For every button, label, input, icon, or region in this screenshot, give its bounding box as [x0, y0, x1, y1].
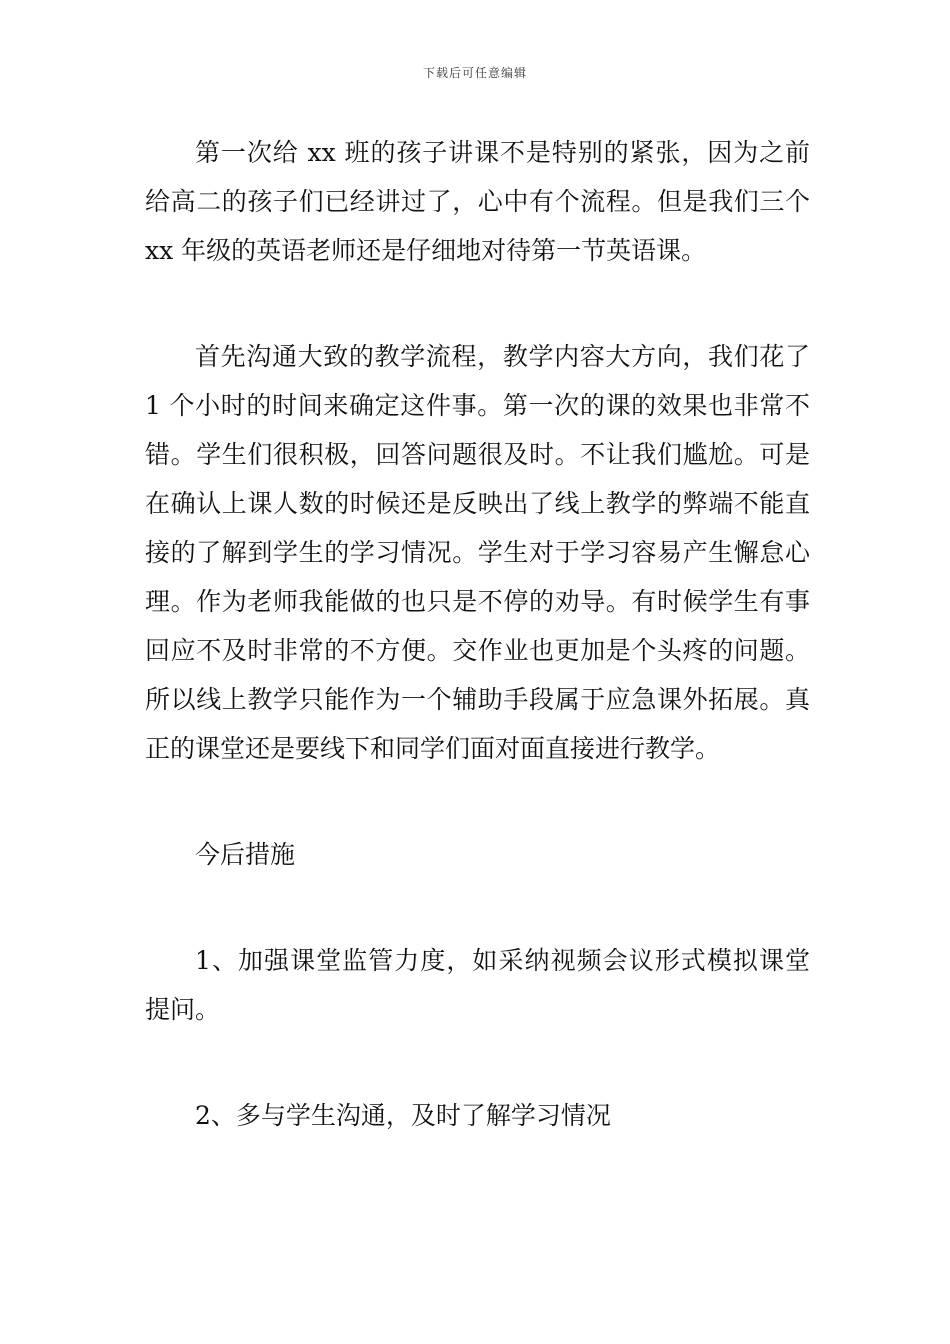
paragraph-first-lesson: 第一次给 xx 班的孩子讲课不是特别的紧张，因为之前给高二的孩子们已经讲过了，心中有个流程。但是我们三个 xx 年级的英语老师还是仔细地对待第一节英语课。: [145, 138, 810, 265]
page-header: 下载后可任意编辑: [422, 66, 527, 80]
measure-item-2: 2、多与学生沟通，及时了解学习情况: [195, 1101, 611, 1130]
paragraph-gap: [145, 773, 810, 830]
paragraph-gap: [145, 879, 810, 936]
measure-item-1: 1、加强课堂监管力度，如采纳视频会议形式模拟课堂提问。: [145, 946, 810, 1024]
document-body: [145, 128, 810, 1140]
section-heading-measures: 今后措施: [195, 840, 296, 869]
paragraph-gap: [145, 275, 810, 332]
paragraph-gap: [145, 1034, 810, 1091]
paragraph-teaching-reflection: 首先沟通大致的教学流程，教学内容大方向，我们花了 1 个小时的时间来确定这件事。第一次的课的效果也非常不错。学生们很积极，回答问题很及时。不让我们尴尬。可是在确认上课人数的时候还是反映出了线上教学的弊端不能直接的了解到学生的学习情况。学生对于学习容易产生懈怠心理。作为老师我能做的也只是不停的劝导。有时候学生有事回应不及时非常的不方便。交作业也更加是个头疼的问题。所以线上教学只能作为一个辅助手段属于应急课外拓展。真正的课堂还是要线下和同学们面对面直接进行教学。: [145, 342, 810, 763]
